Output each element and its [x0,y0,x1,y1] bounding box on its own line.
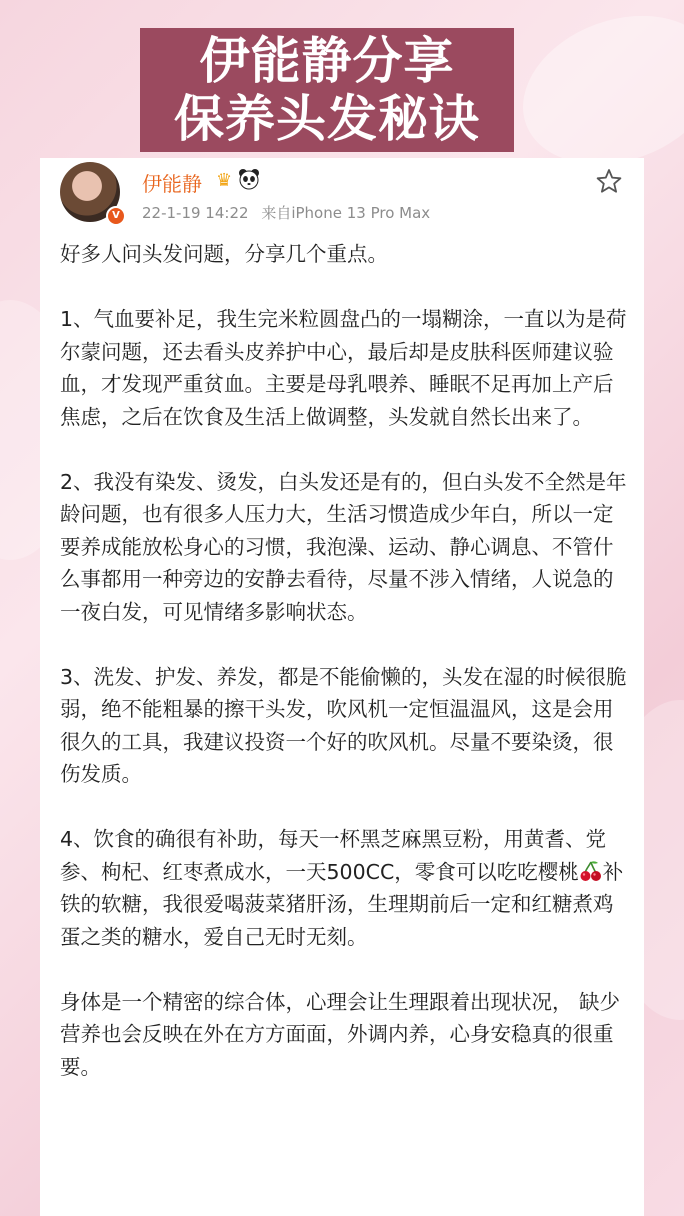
post-paragraph: 2、我没有染发、烫发，白头发还是有的，但白头发不全然是年龄问题，也有很多人压力大，生活习惯造成少年白，所以一定要养成能放松身心的习惯，我泡澡、运动、静心调息、不管什么事都用一种旁边的安静去看待，尽量不涉入情绪，人说急的一夜白发，可见情绪多影响状态。 [60,469,627,624]
post-content [60,238,632,1116]
post-closing: 身体是一个精密的综合体，心理会让生理跟着出现状况， 缺少营养也会反映在外在方方面面，外调内养，心身安稳真的很重要。 [60,989,621,1079]
title-banner [140,28,514,152]
crown-icon: ♛ [216,170,233,191]
post-paragraph-4 [60,823,632,953]
post-card [40,158,644,1216]
cherry-icon [579,859,603,883]
paragraph-4-part-1: 4、饮食的确很有补助，每天一杯黑芝麻黑豆粉，用黄耆、党参、枸杞、红枣煮成水，一天500CC，零食可以吃吃樱桃 [60,827,607,884]
panda-icon [238,168,260,190]
username[interactable]: 伊能静 [142,172,202,196]
title-line-2: 保养头发秘诀 [174,90,480,148]
post-source: 来自iPhone 13 Pro Max [261,204,431,222]
post-meta [142,202,438,223]
post-date: 22-1-19 14:22 [142,204,249,222]
post-paragraph: 好多人问头发问题，分享几个重点。 [60,242,388,266]
title-line-1: 伊能静分享 [199,32,455,90]
verified-badge-icon: V [106,206,126,226]
post-paragraph: 1、气血要补足，我生完米粒圆盘凸的一塌糊涂，一直以为是荷尔蒙问题，还去看头皮养护中心，最后却是皮肤科医师建议验血，才发现严重贫血。主要是母乳喂养、睡眠不足再加上产后焦虑，之后在饮食及生活上做调整，头发就自然长出来了。 [60,307,627,429]
post-paragraph: 3、洗发、护发、养发，都是不能偷懒的，头发在湿的时候很脆弱，绝不能粗暴的擦干头发，吹风机一定恒温温风，这是会用很久的工具，我建议投资一个好的吹风机。尽量不要染烫，很伤发质。 [60,664,627,786]
star-icon[interactable] [596,168,622,194]
paragraph-4-part-2: 补铁的软糖，我很爱喝菠菜猪肝汤，生理期前后一定和红糖煮鸡蛋之类的糖水，爱自己无时无刻。 [60,859,624,949]
